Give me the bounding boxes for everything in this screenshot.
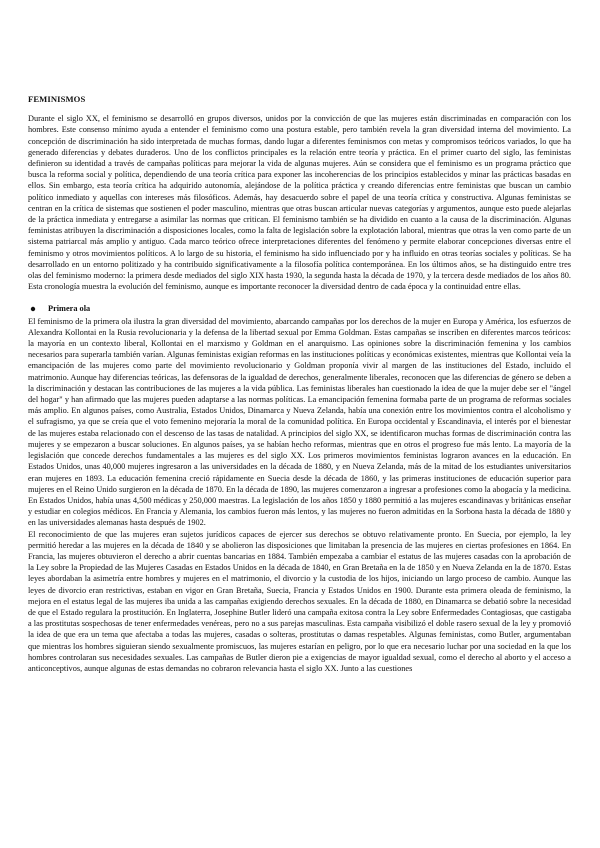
paragraph-gap (28, 292, 571, 303)
section-heading-label: Primera ola (48, 304, 91, 314)
document-title: FEMINISMOS (28, 94, 86, 104)
section-heading-primera-ola (28, 303, 571, 314)
section-paragraph-1: El feminismo de la primera ola ilustra la gran diversidad del movimiento, abarcando campañas por los derechos de la mujer en Europa y América, los esfuerzos de Alexandra Kollontai en la Rusia revolucionaria y la defensa de la libertad sexual por Emma Goldman. Estas campañas se inscriben en diferentes marcos teóricos: la mayoría en un contexto liberal, Kollontai en el marxismo y Goldman en el anarquismo. Las opiniones sobre la discriminación femenina y los cambios necesarios para superarla también varían. Algunas feministas exigían reformas en las instituciones políticas y económicas existentes, mientras que Kollontai veía la emancipación de las mujeres como parte del movimiento revolucionario y Goldman proponía vivir al margen de las instituciones del Estado, incluido el matrimonio. Aunque hay diferencias teóricas, las defensoras de la igualdad de derechos, generalmente liberales, reconocen que las diferencias de género se deben a la discriminación y destacan las contribuciones de las mujeres a la vida pública. Las feministas liberales han cuestionado la idea de que la mujer debe ser el "ángel del hogar" y han afirmado que las mujeres pueden adaptarse a las normas políticas. La emancipación femenina formaba parte de un programa de reformas sociales más amplio. En algunos países, como Australia, Estados Unidos, Dinamarca y Nueva Zelanda, había una conexión entre los movimientos contra el alcoholismo y el sufragismo, ya que se creía que el voto femenino mejoraría la moral de la comunidad política. En Europa occidental y Escandinavia, el interés por el bienestar de las mujeres estaba relacionado con el descenso de las tasas de natalidad. A principios del siglo XX, se identificaron muchas formas de discriminación contra las mujeres y se empezaron a buscar soluciones. En algunos países, ya se habían hecho reformas, mientras que en otros el progreso fue más lento. La mayoría de la legislación que concede derechos fundamentales a las mujeres es del siglo XX. Los primeros movimientos feministas lograron avances en la educación. En Estados Unidos, unas 40,000 mujeres ingresaron a las universidades en la década de 1880, y en Nueva Zelanda, más de la mitad de los estudiantes universitarios eran mujeres en 1893. La educación femenina creció rápidamente en Suecia desde la década de 1860, y las primeras instituciones de educación superior para mujeres en el Reino Unido surgieron en la década de 1870. En la década de 1890, las mujeres comenzaron a ingresar a profesiones como la abogacía y la medicina. En Estados Unidos, había unas 4,500 médicas y 250,000 maestras. La legislación de los años 1850 y 1880 permitió a las mujeres escandinavas y británicas enseñar y estudiar en colegios médicos. En Francia y Alemania, los cambios fueron más lentos, y las mujeres no fueron admitidas en la Sorbona hasta la década de 1880 y en las universidades alemanas hasta después de 1902. (28, 316, 571, 528)
intro-paragraph: Durante el siglo XX, el feminismo se desarrolló en grupos diversos, unidos por la convicción de que las mujeres están discriminadas en comparación con los hombres. Este consenso mínimo ayuda a entender el feminismo como una postura estable, pero también revela la gran diversidad interna del movimiento. La concepción de discriminación ha sido interpretada de muchas formas, dando lugar a diferentes feminismos con metas y compromisos teóricos variados, lo que ha generado diferencias y debates duraderos. Uno de los conflictos principales es la relación entre teoría y práctica. En el primer cuarto del siglo, las feministas definieron su identidad a través de campañas políticas para mejorar la vida de algunas mujeres. Aún se considera que el feminismo es un programa práctico que busca la reforma social y política, dependiendo de una teoría crítica para exponer las incoherencias de los principios establecidos y minar las prácticas basadas en ellos. Sin embargo, esta teoría crítica ha adquirido autonomía, alejándose de la política práctica y creando diferencias entre feministas que buscan un cambio político inmediato y aquellas con intereses más filosóficos. Además, hay desacuerdo sobre el papel de una teoría crítica y constructiva. Algunas feministas se centran en la crítica de sistemas que sostienen el poder masculino, mientras que otras buscan articular nuevas categorías y argumentos, aunque esto puede alejarlas de la práctica inmediata y entregarse a asimilar las normas que critican. El feminismo también se ha dividido en cuanto a la causa de la discriminación. Algunas feministas atribuyen la discriminación a disposiciones locales, como la falta de legislación sobre la explotación laboral, mientras que otras la ven como parte de un sistema patriarcal más amplio y antiguo. Cada marco teórico ofrece interpretaciones diferentes del fenómeno y permite elaborar concepciones diversas entre el feminismo y otros movimientos políticos. A lo largo de su historia, el feminismo ha sido influenciado por y ha influido en otras teorías sociales y políticas. Se ha desarrollado en un entorno politizado y ha contribuido significativamente a la filosofía política contemporánea. En los últimos años, se ha distinguido entre tres olas del feminismo moderno: la primera desde mediados del siglo XIX hasta 1930, la segunda hasta la década de 1970, y la tercera desde mediados de los años 80. Esta cronología muestra la evolución del feminismo, aunque es importante reconocer la diversidad dentro de cada época y la continuidad entre ellas. (28, 114, 571, 292)
bullet-icon (30, 306, 36, 312)
section-paragraph-2: El reconocimiento de que las mujeres eran sujetos jurídicos capaces de ejercer sus derechos se obtuvo relativamente pronto. En Suecia, por ejemplo, la ley permitió heredar a las mujeres en la década de 1840 y se abolieron las disposiciones que limitaban la presencia de las mujeres en ciertas profesiones en 1864. En Francia, las mujeres obtuvieron el derecho a abrir cuentas bancarias en 1884. También empezaba a cambiar el estatus de las mujeres casadas con la aprobación de la Ley sobre la Propiedad de las Mujeres Casadas en Estados Unidos en la década de 1840, en Gran Bretaña en la de 1850 y en Nueva Zelanda en la de 1870. Estas leyes abordaban la asimetría entre hombres y mujeres en el matrimonio, el divorcio y la custodia de los hijos, iniciando un largo proceso de cambio. Aunque las leyes de divorcio eran restrictivas, estaban en vigor en Gran Bretaña, Suecia, Francia y Estados Unidos en 1900. Durante esta primera oleada de feminismo, la mejora en el estatus legal de las mujeres iba unida a las campañas exigiendo derechos sexuales. En la década de 1880, en Dinamarca se debatió sobre la necesidad de que el Estado regulara la prostitución. En Inglaterra, Josephine Butler lideró una campaña exitosa contra la Ley sobre Enfermedades Contagiosas, que castigaba a las prostitutas sospechosas de tener enfermedades venéreas, pero no a sus parejas masculinas. Esta campaña visibilizó el doble rasero sexual de la ley y promovió la idea de que era un tema que afectaba a todas las mujeres, casadas o solteras, prostitutas o damas respetables. Algunas feministas, como Butler, argumentaban que mientras los hombres siguieran siendo sexualmente promiscuos, las mujeres estarían en peligro, por lo que era necesario luchar por una sociedad en la que los hombres controlaran sus necesidades sexuales. Las campañas de Butler dieron pie a exigencias de mayor igualdad sexual, como el derecho al aborto y el acceso a anticonceptivos, aunque algunas de estas demandas no cobraron relevancia hasta el siglo XX. Junto a las cuestiones (28, 529, 571, 673)
document-page (28, 94, 571, 674)
